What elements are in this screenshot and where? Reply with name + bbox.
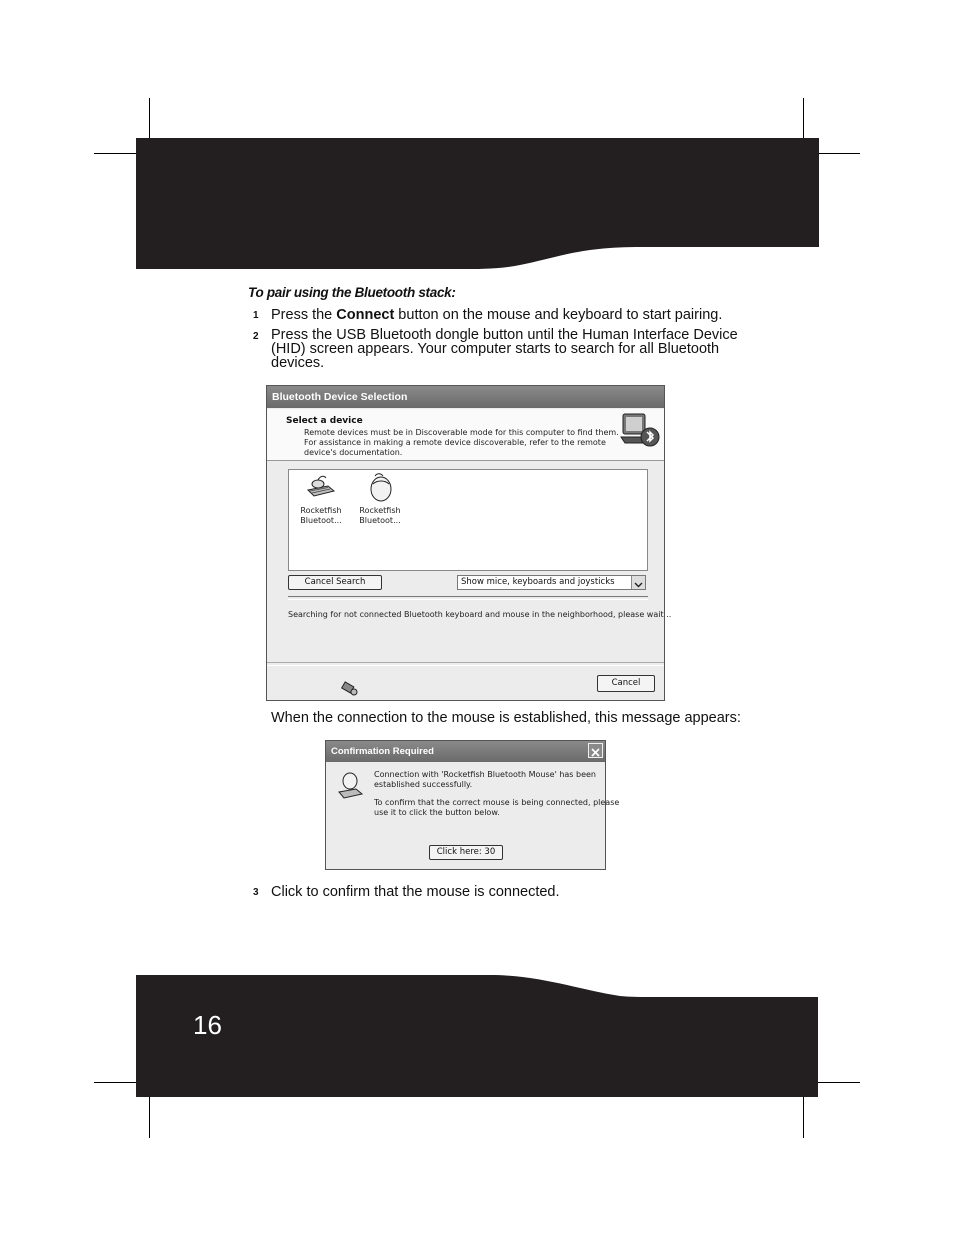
message-line: established successfully.: [374, 780, 473, 789]
confirmation-window: [325, 740, 620, 870]
search-status: Searching for not connected Bluetooth keyboard and mouse in the neighborhood, please wait ..: [288, 610, 672, 619]
dropdown-button[interactable]: [631, 576, 645, 589]
device-item[interactable]: [296, 472, 346, 526]
step-line: Press the USB Bluetooth dongle button until the Human Interface Device: [271, 327, 738, 343]
device-name: Rocketfish: [359, 506, 401, 515]
step-number: 2: [253, 331, 259, 342]
bluetooth-device-selection-window: [266, 385, 672, 701]
confirmation-message: [374, 770, 619, 818]
click-here-button[interactable]: Click here: 30: [429, 845, 503, 860]
step-text-part: Press the: [271, 307, 337, 323]
mouse-icon: [363, 472, 397, 502]
dialog-description: [304, 428, 619, 458]
message-line: Connection with 'Rocketfish Bluetooth Mouse' has been: [374, 770, 596, 779]
close-icon: [589, 746, 602, 759]
step-line: (HID) screen appears. Your computer starts to search for all Bluetooth: [271, 341, 720, 357]
step-text: [271, 308, 722, 322]
step-line: devices.: [271, 355, 325, 371]
usb-dongle-icon: [340, 681, 360, 697]
device-item[interactable]: [355, 472, 405, 526]
connection-note: When the connection to the mouse is established, this message appears:: [271, 710, 741, 726]
message-line: use it to click the button below.: [374, 808, 500, 817]
divider: [267, 662, 664, 666]
step-number: 3: [253, 887, 259, 898]
device-name: Rocketfish: [300, 506, 342, 515]
desc-line: Remote devices must be in Discoverable mode for this computer to find them.: [304, 428, 619, 437]
device-name: Bluetoot...: [300, 516, 342, 525]
connect-keyword: Connect: [336, 307, 395, 323]
step-text-part: button on the mouse and keyboard to start pairing.: [394, 307, 723, 323]
window-title: [326, 741, 605, 762]
message-line: To confirm that the correct mouse is being connected, please: [374, 798, 620, 807]
footer-band: [136, 975, 818, 1097]
section-title: To pair using the Bluetooth stack:: [248, 285, 456, 300]
confirm-title: Confirmation Required: [331, 746, 434, 757]
cancel-button[interactable]: Cancel: [597, 675, 655, 692]
dialog-heading: Select a device: [286, 416, 363, 426]
bluetooth-computer-icon: [619, 411, 661, 453]
divider: [288, 596, 648, 600]
close-button[interactable]: [588, 743, 603, 758]
device-filter-select[interactable]: [457, 575, 646, 590]
keyboard-mouse-icon: [304, 472, 338, 502]
dialog-header: [267, 409, 664, 461]
filter-value: Show mice, keyboards and joysticks: [461, 577, 615, 587]
cancel-search-button[interactable]: Cancel Search: [288, 575, 382, 590]
step-text: [271, 328, 738, 370]
window-title: Bluetooth Device Selection: [267, 386, 664, 408]
step-number: 1: [253, 310, 259, 321]
desc-line: device's documentation.: [304, 448, 403, 457]
device-list[interactable]: [288, 469, 648, 571]
page-number: 16: [193, 1010, 222, 1040]
header-band: [136, 138, 819, 269]
desc-line: For assistance in making a remote device discoverable, refer to the remote: [304, 438, 606, 447]
step-text: Click to confirm that the mouse is connected.: [271, 884, 560, 900]
mouse-keyboard-icon: [336, 770, 364, 802]
chevron-down-icon: [632, 578, 645, 591]
device-name: Bluetoot...: [359, 516, 401, 525]
